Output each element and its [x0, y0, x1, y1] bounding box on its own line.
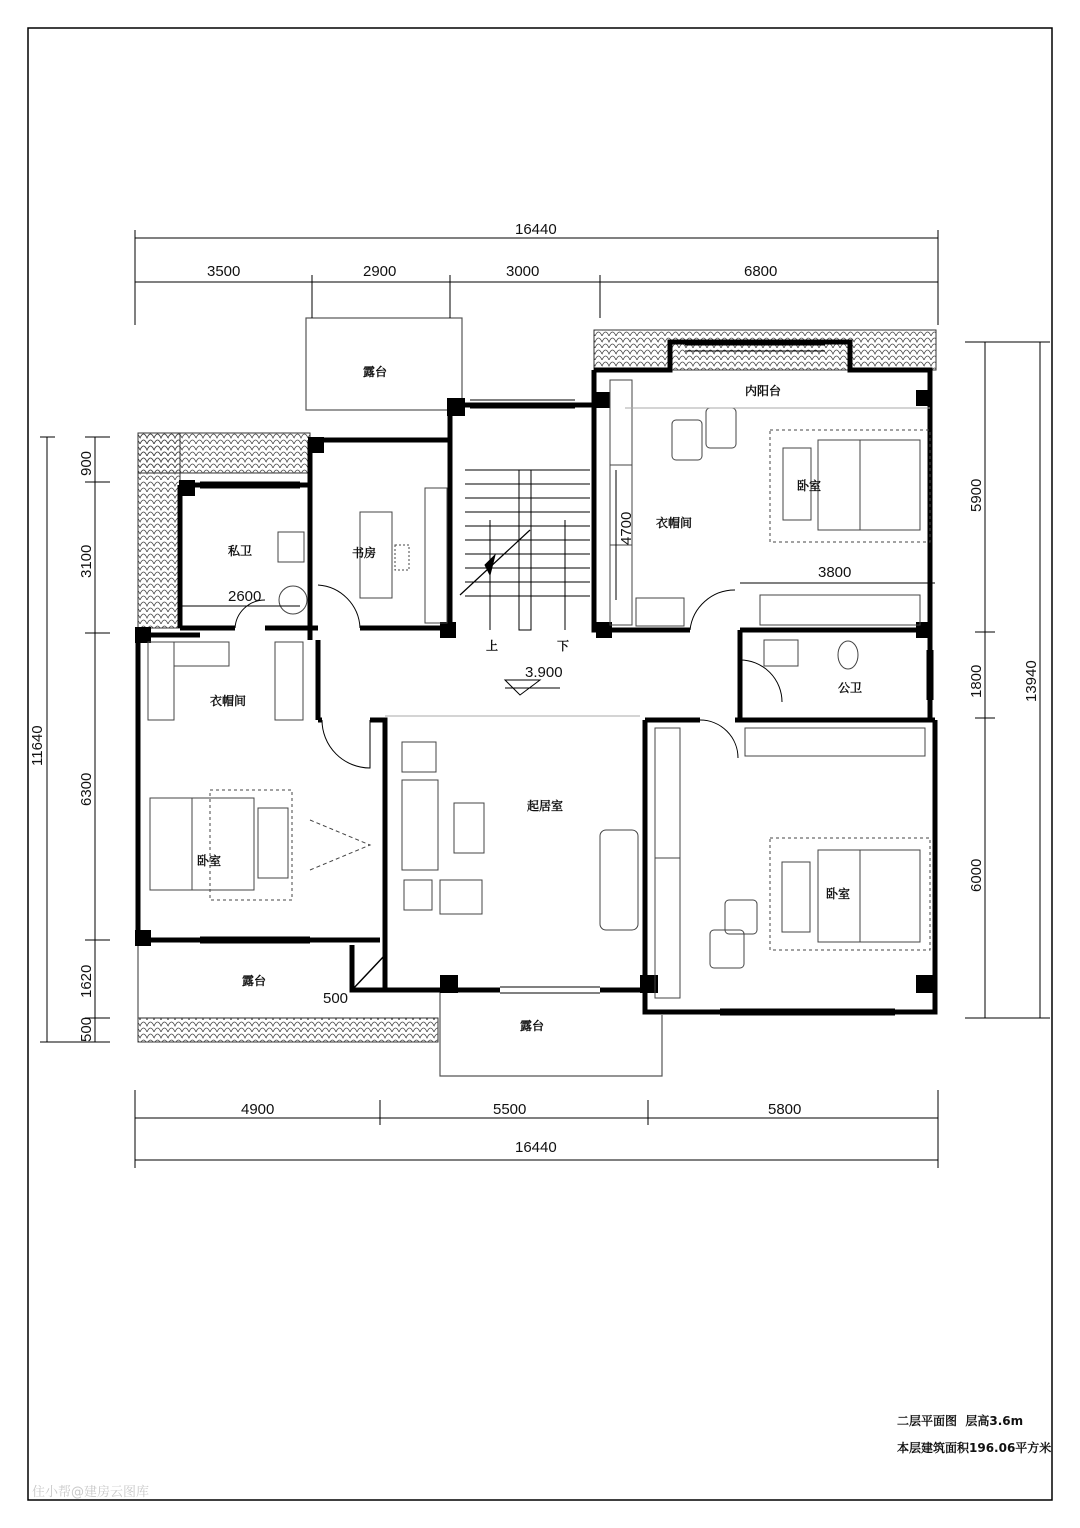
dim-left-5: 500: [78, 1016, 95, 1042]
dim-inner-4700: 4700: [618, 511, 635, 545]
drawing-frame: [28, 28, 1052, 1500]
dim-bottom-total: 16440: [515, 1139, 557, 1156]
label-living-room: 起居室: [527, 799, 564, 813]
dim-right-total: 13940: [1023, 660, 1040, 702]
dim-top-3: 3000: [506, 263, 540, 280]
label-closet-right: 衣帽间: [656, 516, 693, 530]
label-closet-left: 衣帽间: [210, 694, 247, 708]
label-study: 书房: [352, 546, 377, 560]
stair-up-label: 上: [486, 639, 499, 653]
dim-top-1: 3500: [207, 263, 241, 280]
dim-inner-2600: 2600: [228, 588, 262, 605]
label-bedroom-sw: 卧室: [197, 854, 222, 868]
dim-left-2: 3100: [78, 544, 95, 578]
watermark: 住小帮@建房云图库: [32, 1485, 150, 1500]
dim-right-2: 1800: [968, 664, 985, 698]
dim-left-1: 900: [78, 450, 95, 476]
plan-area: 本层建筑面积196.06平方米: [897, 1441, 1052, 1455]
dim-bottom-1: 4900: [241, 1101, 275, 1118]
dim-top-total: 16440: [515, 221, 557, 238]
roof-tiles: [138, 330, 936, 1042]
dim-inner-3800: 3800: [818, 564, 852, 581]
label-terrace-left: 露台: [242, 974, 267, 988]
title-notes: [897, 1413, 1051, 1455]
dim-right-3: 6000: [968, 858, 985, 892]
label-public-bath: 公卫: [838, 681, 863, 695]
label-bedroom-se: 卧室: [826, 887, 851, 901]
dim-top-4: 6800: [744, 263, 778, 280]
dim-top-2: 2900: [363, 263, 397, 280]
dim-bottom-3: 5800: [768, 1101, 802, 1118]
label-inner-balcony: 内阳台: [745, 384, 782, 398]
dim-right-1: 5900: [968, 478, 985, 512]
dim-left-4: 1620: [78, 964, 95, 998]
stair-labels: [486, 638, 569, 681]
dim-left-3: 6300: [78, 772, 95, 806]
label-private-bath: 私卫: [228, 544, 253, 558]
dim-bottom-2: 5500: [493, 1101, 527, 1118]
label-terrace-bottom: 露台: [520, 1019, 545, 1033]
elevation-label: 3.900: [525, 664, 563, 681]
label-terrace-top: 露台: [363, 365, 388, 379]
stairs: [460, 440, 590, 695]
stair-down-label: 下: [557, 639, 570, 653]
plan-title: 二层平面图 层高3.6m: [897, 1414, 1024, 1428]
dim-left-total: 11640: [29, 725, 46, 766]
label-bedroom-ne: 卧室: [797, 479, 822, 493]
dim-inner-500: 500: [323, 990, 349, 1007]
